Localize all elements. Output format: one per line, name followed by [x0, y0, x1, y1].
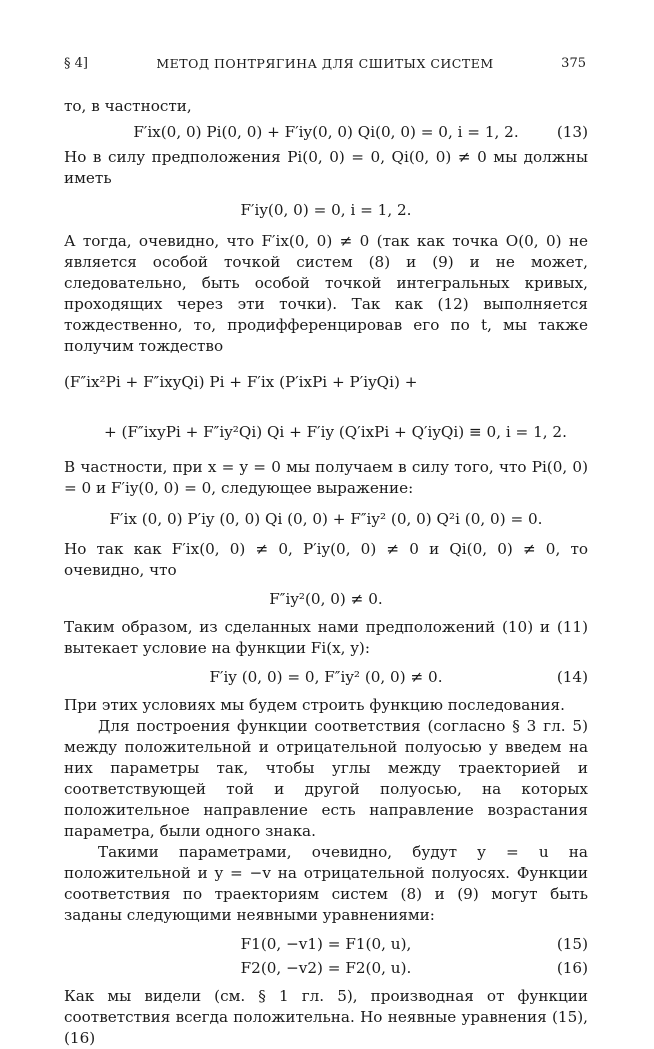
equation-body: F′iy (0, 0) = 0, F″iy² (0, 0) ≠ 0.: [209, 668, 443, 686]
paragraph: Таким образом, из сделанных нами предположений (10) и (11) вытекает условие на функции Fi(x, y):: [64, 618, 588, 657]
equation-13: [64, 119, 588, 145]
paragraph: то, в частности,: [64, 97, 192, 115]
equation-14: [64, 659, 588, 695]
equation-body: F′ix(0, 0) Pi(0, 0) + F′iy(0, 0) Qi(0, 0) = 0, i = 1, 2.: [133, 123, 519, 141]
running-title: МЕТОД ПОНТРЯГИНА ДЛЯ СШИТЫХ СИСТЕМ: [156, 56, 494, 71]
paragraph: А тогда, очевидно, что F′ix(0, 0) ≠ 0 (так как точка O(0, 0) не является особой точкой систем (8) и (9) и не может, следовательно, быть особой точкой интегральных кривых, проходящих через эти точки). Так как (12) выполняется тождественно, то, продифференцировав его по t, мы также получим тождество: [64, 232, 588, 355]
paragraph: Но в силу предположения Pi(0, 0) = 0, Qi(0, 0) ≠ 0 мы должны иметь: [64, 148, 588, 187]
equation-body: (F″ix²Pi + F″ixyQi) Pi + F′ix (P′ixPi + P′iyQi) +: [64, 373, 418, 391]
page-body: [64, 96, 588, 1049]
page-number: 375: [561, 56, 586, 71]
equation: [64, 581, 588, 617]
paragraph: Как мы видели (см. § 1 гл. 5), производная от функции соответствия всегда положительна. Но неявные уравнения (15), (16): [64, 987, 588, 1047]
equation-16: [64, 956, 588, 980]
equation-line: [64, 407, 588, 457]
equation-15: [64, 932, 588, 956]
equation-body: F′ix (0, 0) P′iy (0, 0) Qi (0, 0) + F″iy² (0, 0) Q²i (0, 0) = 0.: [109, 510, 543, 528]
paragraph: Но так как F′ix(0, 0) ≠ 0, P′iy(0, 0) ≠ 0 и Qi(0, 0) ≠ 0, то очевидно, что: [64, 540, 588, 579]
equation-body: F1(0, −v1) = F1(0, u),: [240, 935, 412, 953]
equation-line: [64, 357, 588, 407]
paragraph: При этих условиях мы будем строить функцию последования.: [64, 696, 565, 714]
section-mark: § 4]: [64, 56, 88, 71]
equation-body: + (F″ixyPi + F″iy²Qi) Qi + F′iy (Q′ixPi + Q′iyQi) ≡ 0, i = 1, 2.: [104, 423, 567, 441]
equation: [64, 499, 588, 539]
equation-number: (14): [556, 668, 588, 686]
running-header: [64, 56, 586, 78]
equation-number: (15): [556, 935, 588, 953]
paragraph: Такими параметрами, очевидно, будут y = u на положительной и y = −v на отрицательной полуосях. Функции соответствия по траекториям систем (8) и (9) могут быть заданы следующими неявными уравнениями:: [64, 843, 588, 924]
equation-body: F2(0, −v2) = F2(0, u).: [240, 959, 412, 977]
equation-number: (13): [556, 123, 588, 141]
equation-body: F″iy²(0, 0) ≠ 0.: [269, 590, 383, 608]
paragraph: Для построения функции соответствия (согласно § 3 гл. 5) между положительной и отрицательной полуосью y введем на них параметры так, чтобы углы между траекторией и соответствующей той и другой полуосью, на которых положительное направление есть направление возрастания параметра, были одного знака.: [64, 717, 588, 840]
equation: [64, 193, 588, 227]
paragraph: В частности, при x = y = 0 мы получаем в силу того, что Pi(0, 0) = 0 и F′iy(0, 0) = 0, следующее выражение:: [64, 458, 588, 497]
equation-body: F′iy(0, 0) = 0, i = 1, 2.: [240, 201, 412, 219]
equation-number: (16): [556, 959, 588, 977]
